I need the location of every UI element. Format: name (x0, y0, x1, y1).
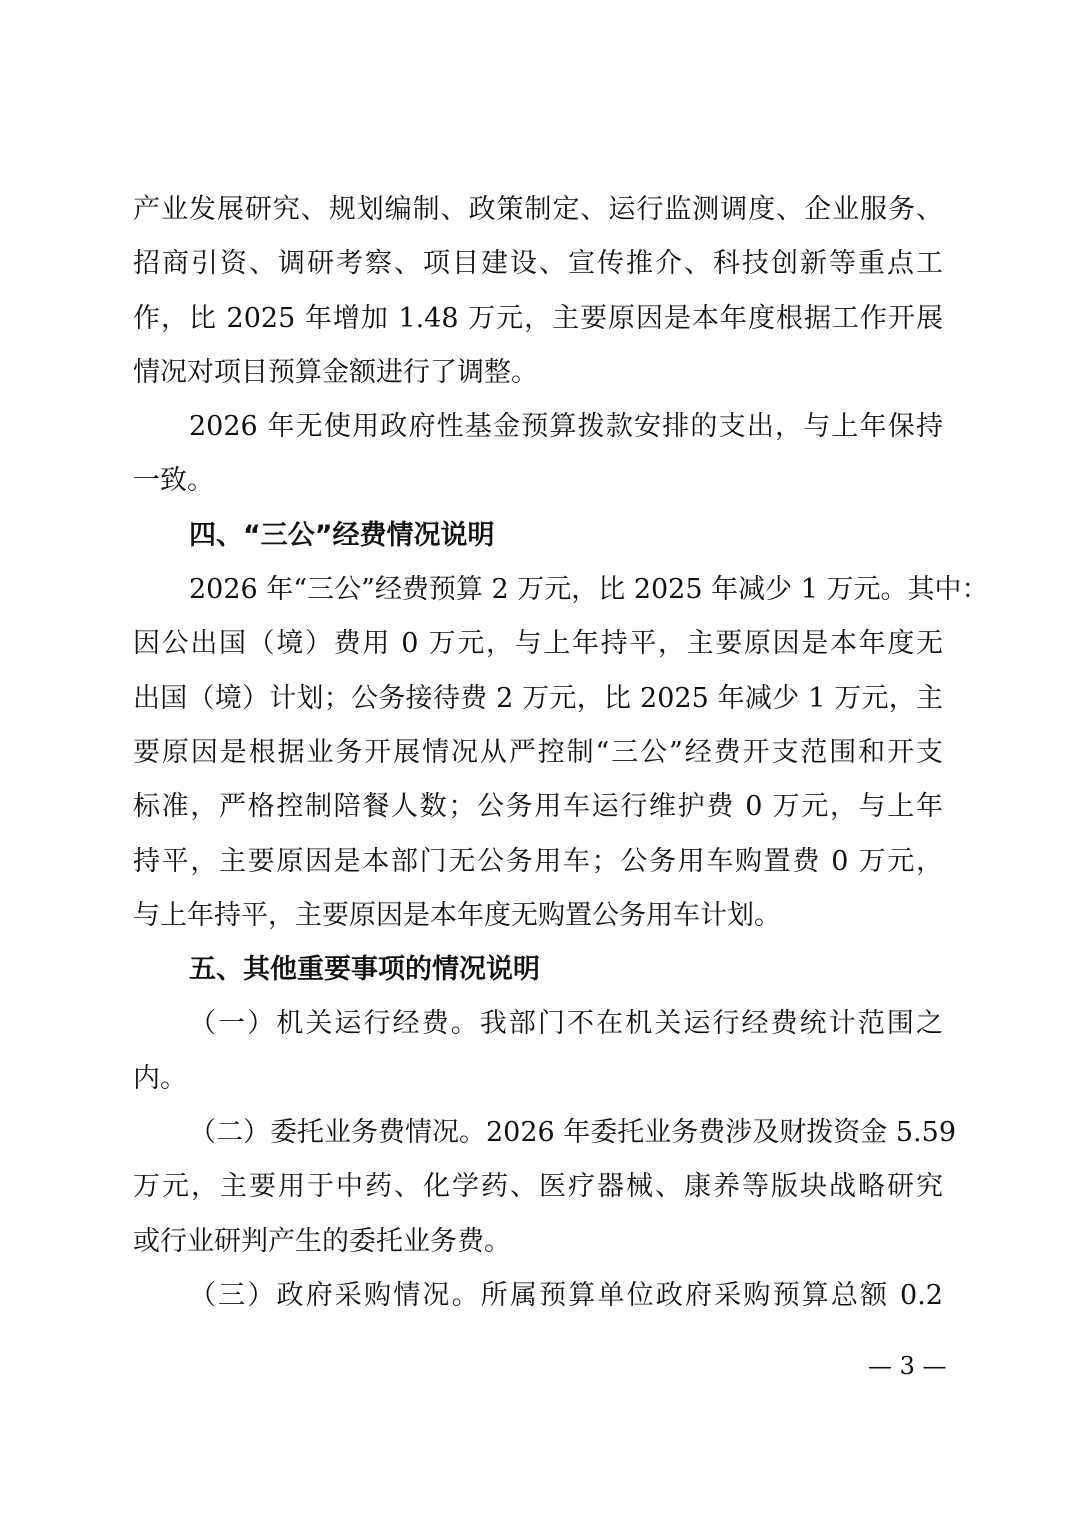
text-line: 2026 年“三公”经费预算 2 万元，比 2025 年减少 1 万元。其中： (189, 574, 989, 606)
text-line: 四、“三公”经费情况说明 (189, 519, 495, 551)
text-line: 标准，严格控制陪餐人数；公务用车运行维护费 0 万元，与上年 (133, 791, 943, 823)
text-line: （一）机关运行经费。我部门不在机关运行经费统计范围之 (189, 1008, 943, 1040)
text-line: （二）委托业务费情况。2026 年委托业务费涉及财拨资金 5.59 (189, 1117, 956, 1149)
text-line: 情况对项目预算金额进行了调整。 (133, 356, 538, 388)
page-number: — 3 — (868, 1352, 947, 1380)
text-line: 持平，主要原因是本部门无公务用车；公务用车购置费 0 万元， (133, 845, 943, 877)
text-line: 要原因是根据业务开展情况从严控制“三公”经费开支范围和开支 (133, 736, 943, 768)
text-line: 招商引资、调研考察、项目建设、宣传推介、科技创新等重点工 (133, 248, 943, 280)
text-line: 五、其他重要事项的情况说明 (189, 954, 540, 986)
text-line: 与上年持平，主要原因是本年度无购置公务用车计划。 (133, 899, 781, 931)
paragraph (133, 563, 989, 943)
paragraph (133, 997, 943, 1106)
document-body (133, 183, 989, 1323)
text-line: 出国（境）计划；公务接待费 2 万元，比 2025 年减少 1 万元，主 (133, 682, 943, 714)
text-line: （三）政府采购情况。所属预算单位政府采购预算总额 0.2 (189, 1279, 943, 1311)
section-heading (133, 509, 943, 563)
paragraph (133, 1106, 956, 1269)
text-line: 产业发展研究、规划编制、政策制定、运行监测调度、企业服务、 (133, 194, 943, 225)
text-line: 因公出国（境）费用 0 万元，与上年持平，主要原因是本年度无 (133, 628, 943, 660)
text-line: 2026 年无使用政府性基金预算拨款安排的支出，与上年保持 (189, 411, 943, 443)
text-line: 内。 (133, 1062, 187, 1094)
text-line: 一致。 (133, 465, 214, 497)
text-line: 或行业研判产生的委托业务费。 (133, 1225, 511, 1257)
paragraph (133, 400, 943, 509)
section-heading (133, 943, 943, 997)
paragraph (133, 1269, 943, 1323)
text-line: 万元，主要用于中药、化学药、医疗器械、康养等版块战略研究 (133, 1171, 943, 1203)
paragraph (133, 183, 943, 400)
text-line: 作，比 2025 年增加 1.48 万元，主要原因是本年度根据工作开展 (133, 302, 943, 334)
